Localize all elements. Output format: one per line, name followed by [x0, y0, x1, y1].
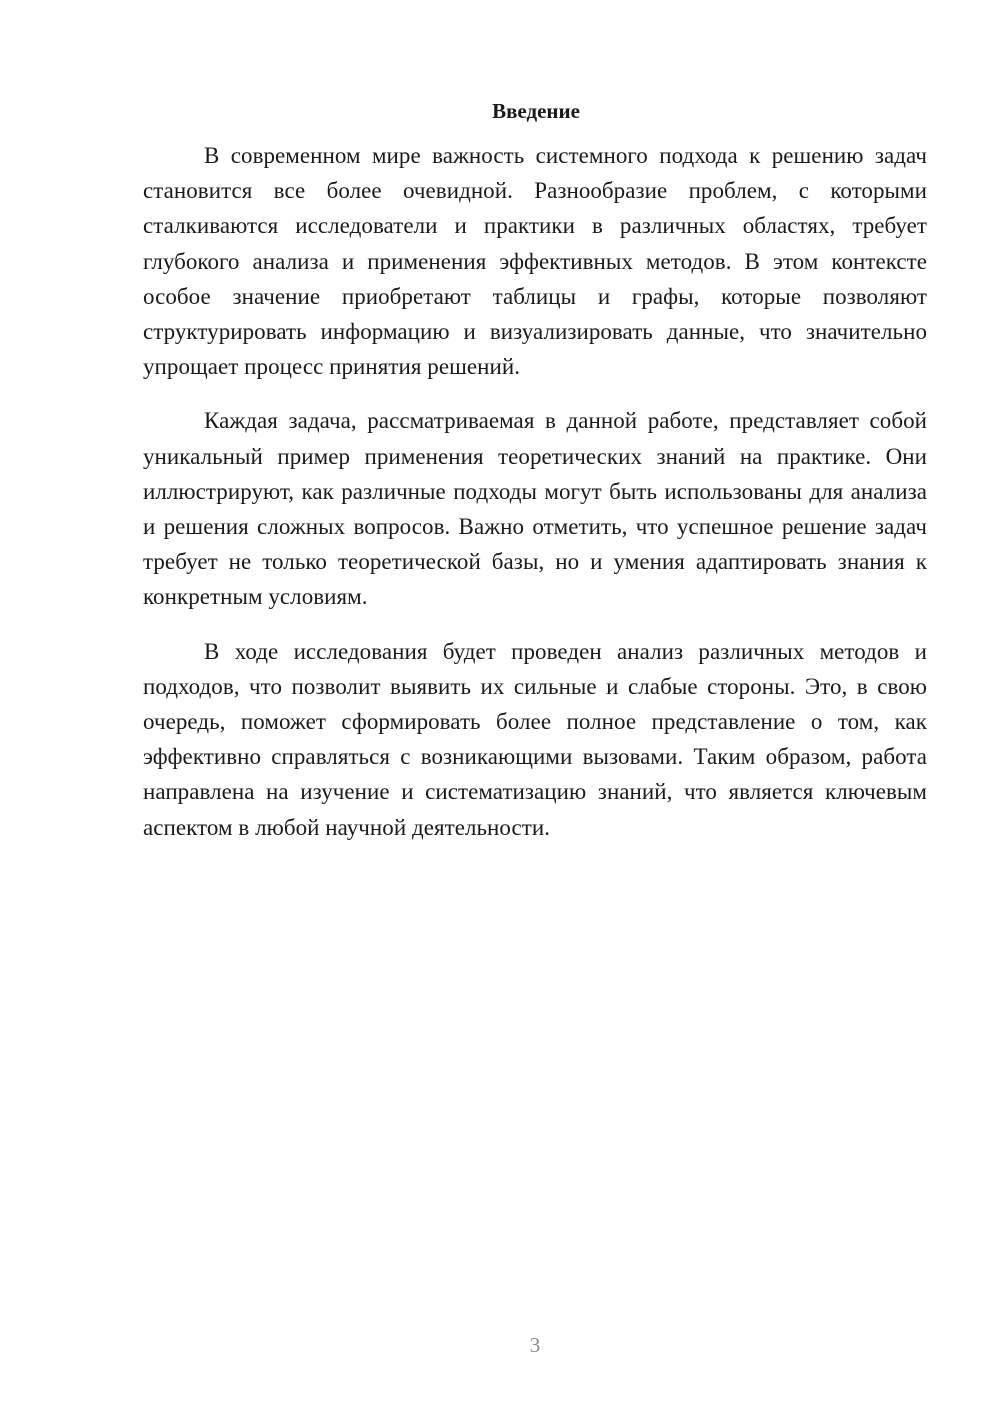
page-content — [143, 96, 927, 864]
paragraph-3: В ходе исследования будет проведен анализ различных методов и подходов, что позволит выявить их сильные и слабые стороны. Это, в свою очередь, поможет сформировать более полное представление о том, как эффективно справляться с возникающими вызовами. Таким образом, работа направлена на изучение и систематизацию знаний, что является ключевым аспектом в любой научной деятельности. — [143, 638, 927, 840]
paragraph-1: В современном мире важность системного подхода к решению задач становится все более очевидной. Разнообразие проблем, с которыми сталкиваются исследователи и практики в различных областях, требует глубокого анализа и применения эффективных методов. В этом контексте особое значение приобретают таблицы и графы, которые позволяют структурировать информацию и визуализировать данные, что значительно упрощает процесс принятия решений. — [143, 143, 927, 380]
paragraph-2: Каждая задача, рассматриваемая в данной работе, представляет собой уникальный пример применения теоретических знаний на практике. Они иллюстрируют, как различные подходы могут быть использованы для анализа и решения сложных вопросов. Важно отметить, что успешное решение задач требует не только теоретической базы, но и умения адаптировать знания к конкретным условиям. — [143, 408, 927, 610]
section-title: Введение — [492, 99, 580, 123]
page-number: 3 — [529, 1333, 541, 1357]
